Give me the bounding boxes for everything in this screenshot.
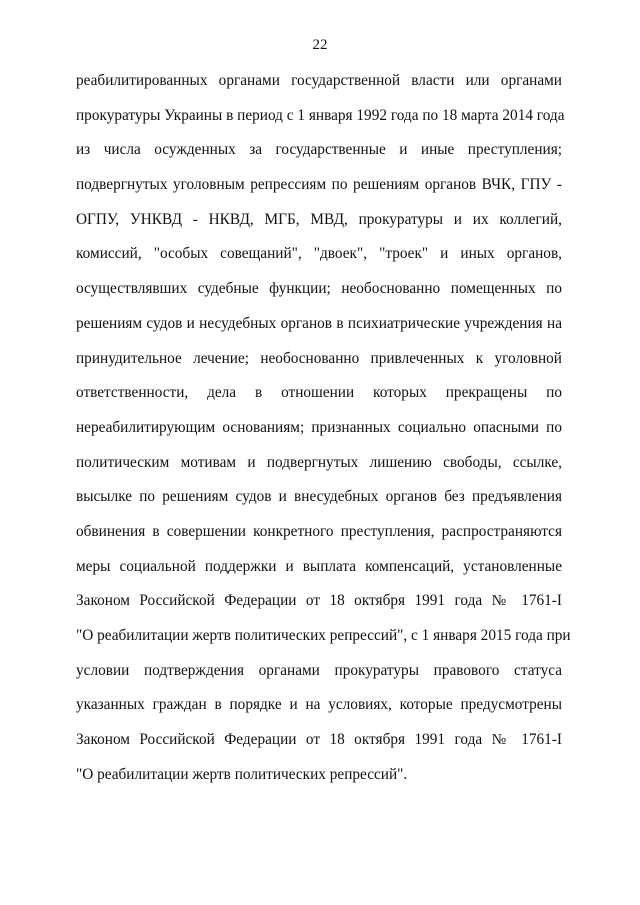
page-number: 22 xyxy=(312,37,328,53)
text-line: условии подтверждения органами прокуратуры правового статуса xyxy=(76,661,562,679)
text-line: политическим мотивам и подвергнутых лишению свободы, ссылке, xyxy=(76,453,562,471)
text-line: из числа осужденных за государственные и иные преступления; xyxy=(76,141,562,159)
body-text xyxy=(76,71,571,799)
text-line: осуществлявших судебные функции; необоснованно помещенных по xyxy=(76,280,562,298)
text-line: ответственности, дела в отношении которых прекращены по xyxy=(76,384,562,402)
text-line: обвинения в совершении конкретного преступления, распространяются xyxy=(76,522,562,540)
text-line: подвергнутых уголовным репрессиям по решениям органов ВЧК, ГПУ - xyxy=(76,176,562,194)
text-line: меры социальной поддержки и выплата компенсаций, установленные xyxy=(76,557,562,575)
text-line: указанных граждан в порядке и на условиях, которые предусмотрены xyxy=(76,696,562,714)
text-line: нереабилитирующим основаниям; признанных социально опасными по xyxy=(76,418,562,436)
text-line: ОГПУ, УНКВД - НКВД, МГБ, МВД, прокуратуры и их коллегий, xyxy=(76,210,562,228)
text-line: "О реабилитации жертв политических репрессий", с 1 января 2015 года при xyxy=(76,627,571,644)
text-line: Законом Российской Федерации от 18 октября 1991 года № 1761-I xyxy=(76,592,562,610)
text-line: решениям судов и несудебных органов в психиатрические учреждения на xyxy=(76,314,562,332)
text-line: прокуратуры Украины в период с 1 января 1992 года по 18 марта 2014 года xyxy=(76,106,565,124)
text-line: высылке по решениям судов и внесудебных органов без предъявления xyxy=(76,488,562,506)
text-line: комиссий, "особых совещаний", "двоек", "троек" и иных органов, xyxy=(76,245,562,263)
text-line: Законом Российской Федерации от 18 октября 1991 года № 1761-I xyxy=(76,731,562,749)
text-line: принудительное лечение; необоснованно привлеченных к уголовной xyxy=(76,349,562,367)
text-line: "О реабилитации жертв политических репрессий". xyxy=(76,765,408,783)
text-line: реабилитированных органами государственной власти или органами xyxy=(76,72,562,89)
